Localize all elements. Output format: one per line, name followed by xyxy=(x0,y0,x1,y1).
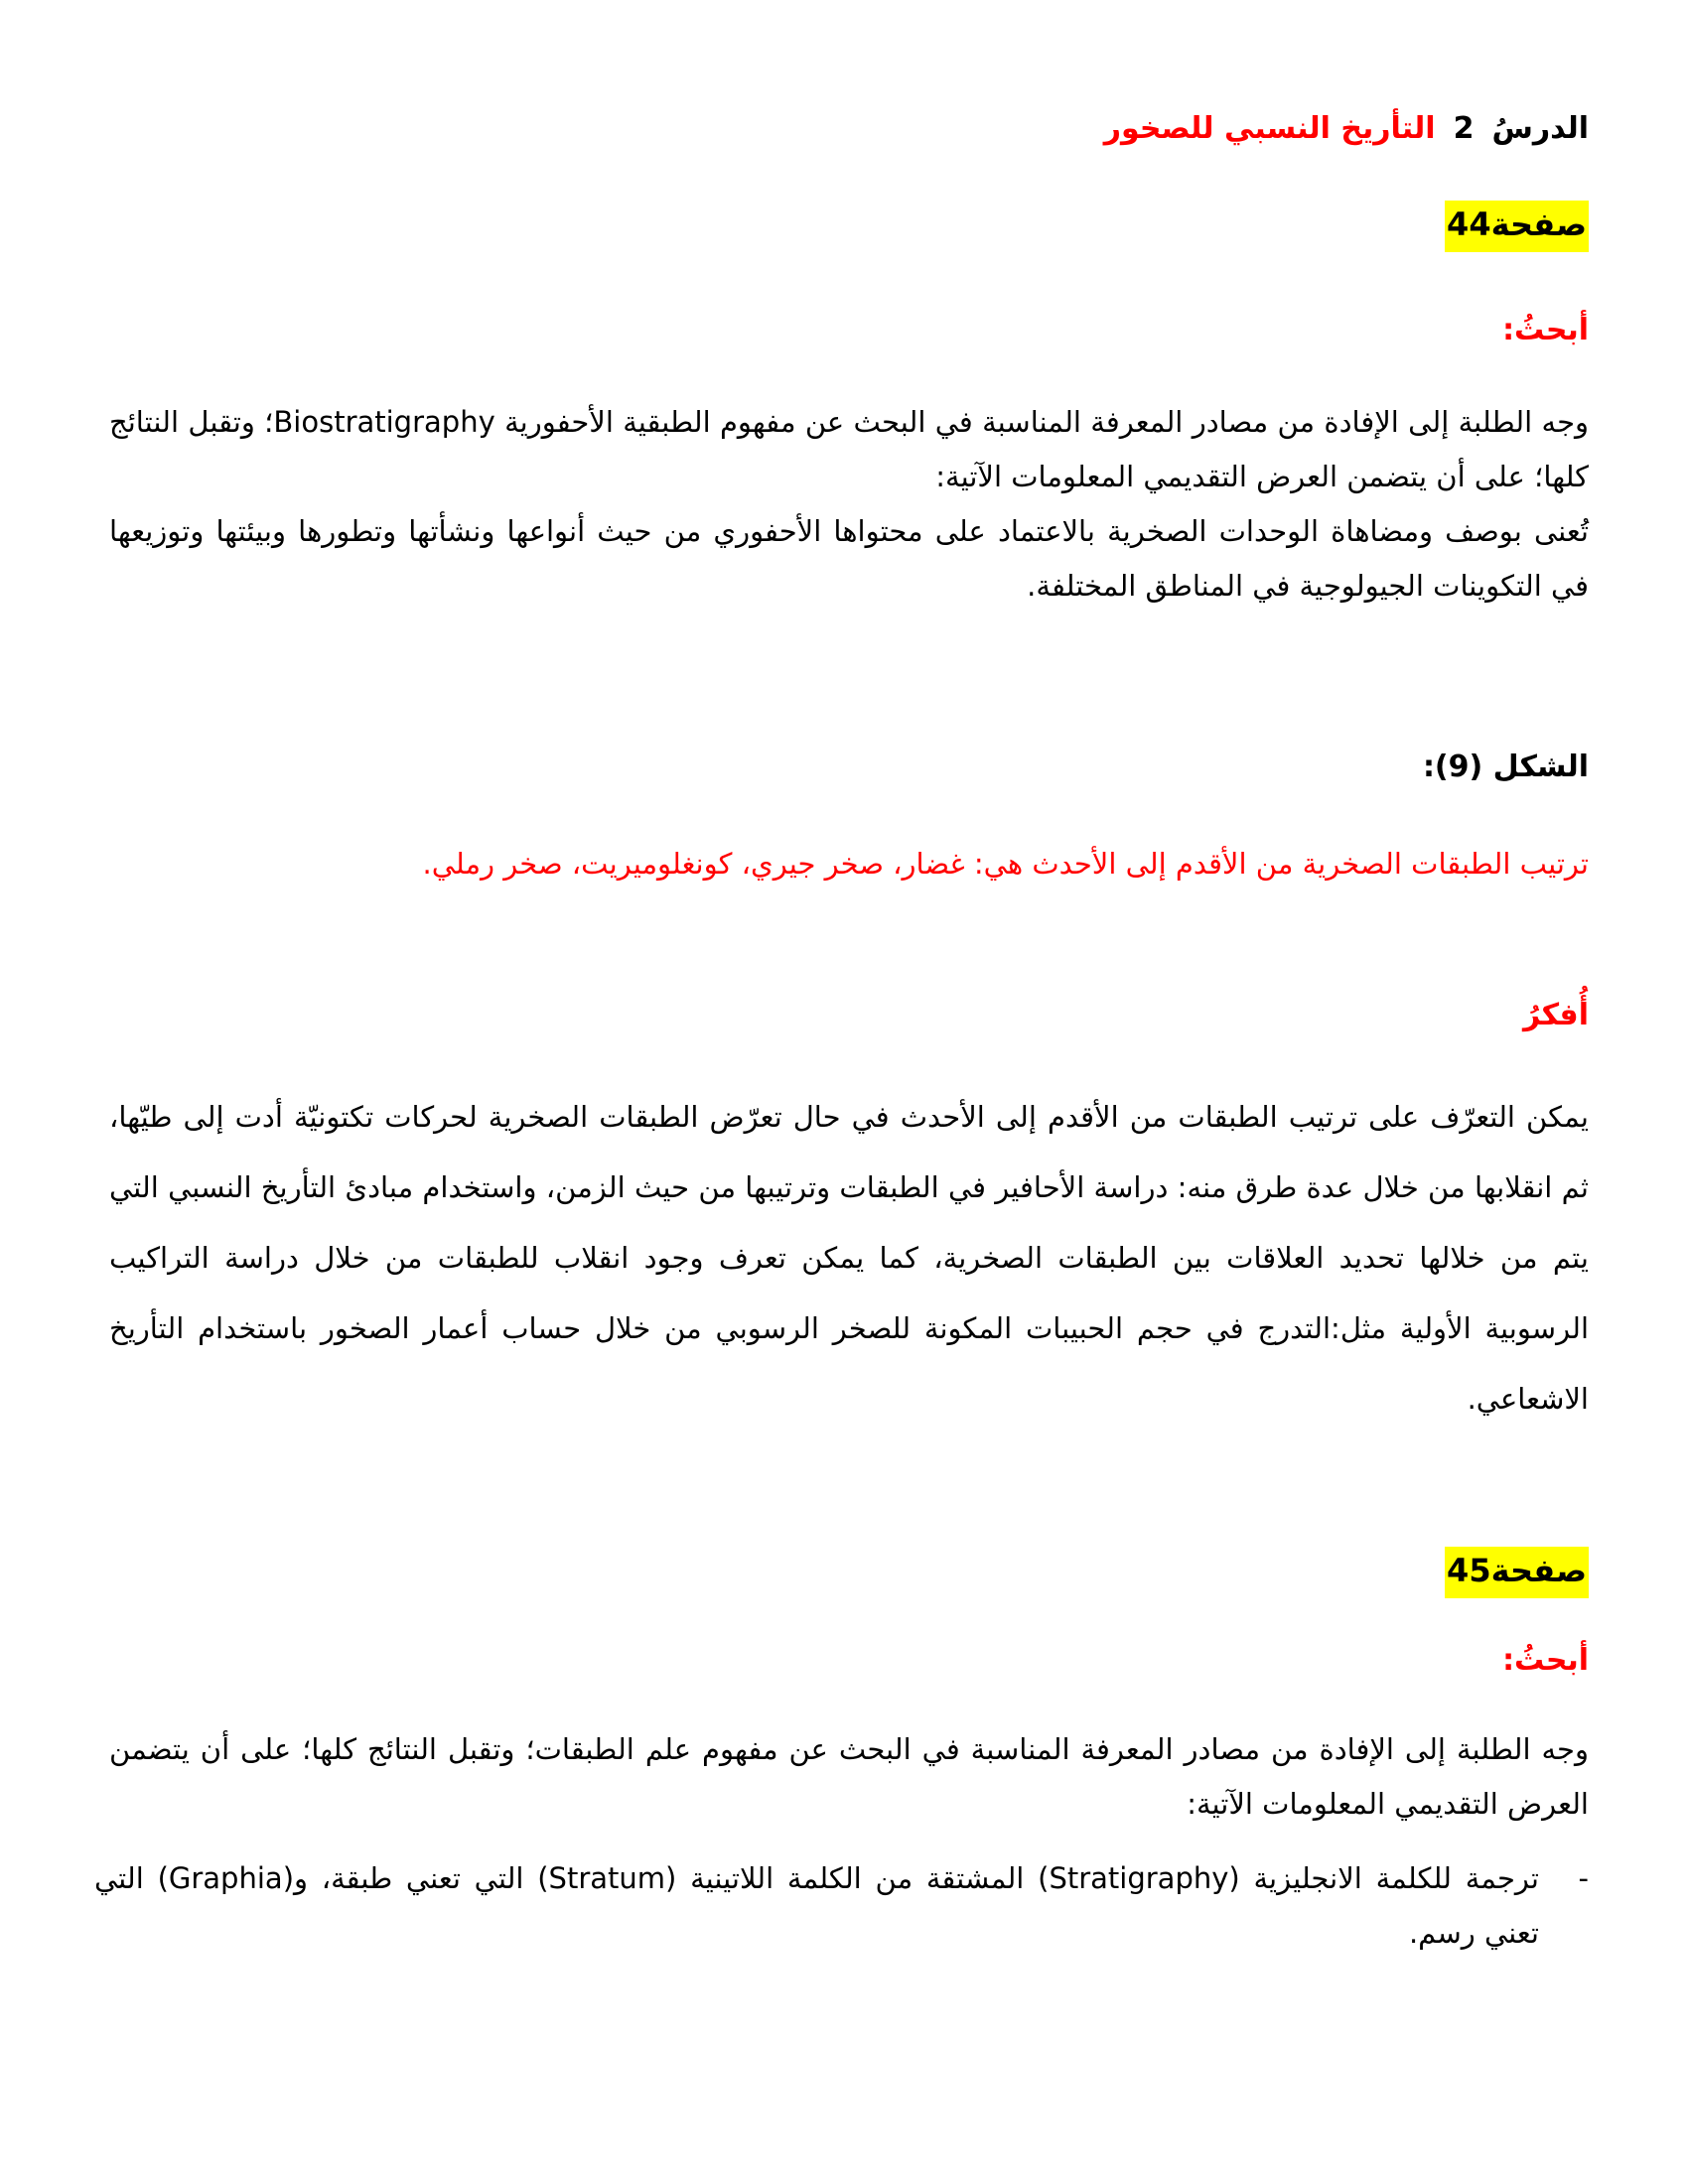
search-paragraph-45: وجه الطلبة إلى الإفادة من مصادر المعرفة المناسبة في البحث عن مفهوم علم الطبقات؛ وتقبل النتائج كلها؛ على أن يتضمن العرض التقديمي المعلومات الآتية: xyxy=(109,1732,1589,1822)
list-item xyxy=(94,1851,1589,1961)
terms-list xyxy=(94,1851,1589,1961)
search-paragraph-44 xyxy=(109,395,1589,614)
page-44-marker-row xyxy=(1445,201,1589,252)
lesson-title-line xyxy=(1104,111,1589,146)
search-detail-44-text: تُعنى بوصف ومضاهاة الوحدات الصخرية بالاعتماد على محتواها الأحفوري من حيث أنواعها ونشأتها وتطورها وبيئتها وتوزيعها في التكوينات الجيولوجية في المناطق المختلفة. xyxy=(109,514,1589,604)
think-heading: أُفكرُ xyxy=(1522,998,1589,1032)
lesson-title: التأريخ النسبي للصخور xyxy=(1103,111,1436,146)
search-heading-45: أبحثُ: xyxy=(1502,1643,1589,1678)
lesson-label: الدرسُ xyxy=(1491,111,1589,146)
page-45-marker-row xyxy=(1445,1547,1589,1598)
think-paragraph: يمكن التعرّف على ترتيب الطبقات من الأقدم إلى الأحدث في حال تعرّض الطبقات الصخرية لحركات تكتونيّة أدت إلى طيّها، ثم انقلابها من خلال عدة طرق منه: دراسة الأحافير في الطبقات وترتيبها من حيث الزمن، واستخدام مبادئ التأريخ النسبي التي يتم من خلالها تحديد العلاقات بين الطبقات الصخرية، كما يمكن تعرف وجود انقلاب للطبقات من خلال دراسة التراكيب الرسوبية الأولية مثل:التدرج في حجم الحبيبات المكونة للصخر الرسوبي من خلال حساب أعمار الصخور باستخدام التأريخ الاشعاعي. xyxy=(109,1100,1589,1417)
page-44-marker: صفحة44 xyxy=(1445,201,1589,252)
search-heading-44: أبحثُ: xyxy=(1502,313,1589,347)
figure-9-answer: ترتيب الطبقات الصخرية من الأقدم إلى الأحدث هي: غضار، صخر جيري، كونغلوميريت، صخر رملي. xyxy=(422,847,1589,881)
figure-9-heading: الشكل (9): xyxy=(1422,750,1589,784)
lesson-number: 2 xyxy=(1453,111,1475,146)
bullet-dash: - xyxy=(1578,1861,1589,1895)
page-45-marker: صفحة45 xyxy=(1445,1547,1589,1598)
list-item-text: ترجمة للكلمة الانجليزية (Stratigraphy) المشتقة من الكلمة اللاتينية (Stratum) التي تعني طبقة، و(Graphia) التي تعني رسم. xyxy=(94,1861,1540,1951)
search-paragraph-44-text: وجه الطلبة إلى الإفادة من مصادر المعرفة المناسبة في البحث عن مفهوم الطبقية الأحفورية Biostratigraphy؛ وتقبل النتائج كلها؛ على أن يتضمن العرض التقديمي المعلومات الآتية: xyxy=(109,405,1589,494)
